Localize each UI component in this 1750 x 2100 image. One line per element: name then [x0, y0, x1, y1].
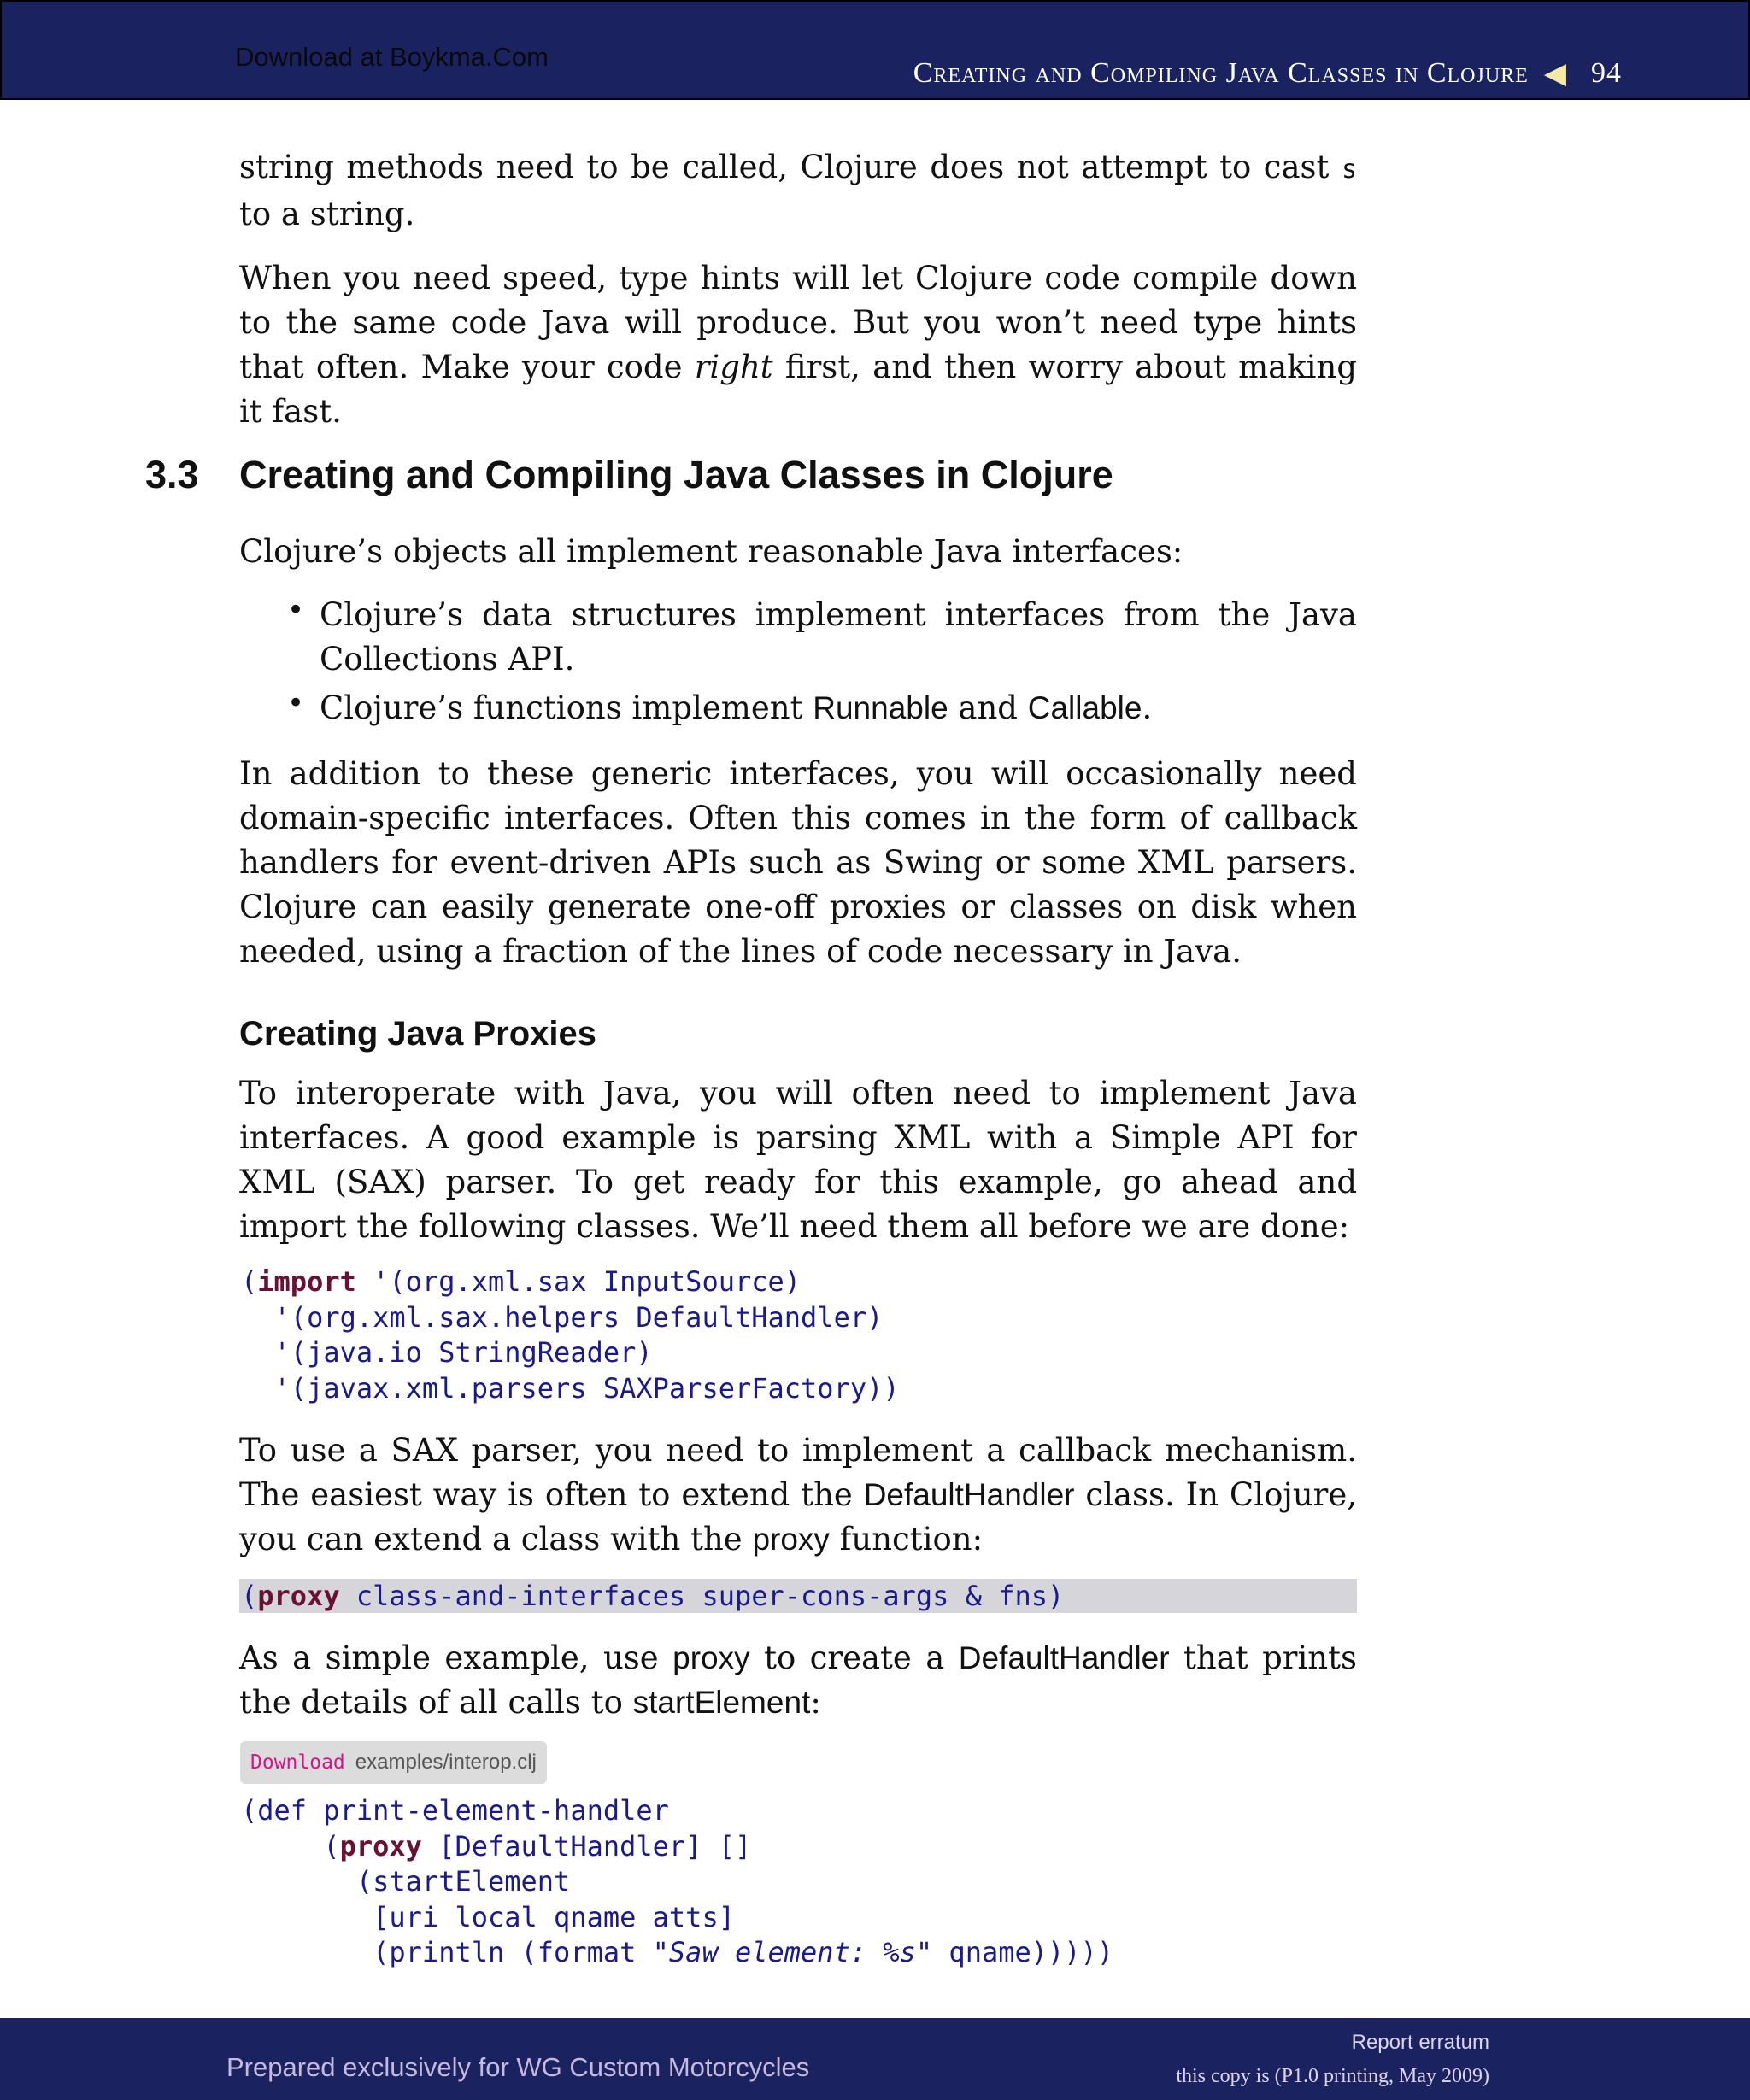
subsection-title: Creating Java Proxies: [239, 1015, 596, 1053]
text-span: first, and then worry about making it fast.: [239, 349, 1357, 430]
text-span: :: [810, 1684, 821, 1721]
paragraph-sax-parser: [239, 1428, 1357, 1562]
code-token: '(org.xml.sax InputSource): [355, 1265, 802, 1298]
code-keyword: proxy: [339, 1829, 422, 1862]
text-span: function:: [829, 1521, 984, 1557]
emphasis-right: right: [694, 349, 773, 385]
section-number: 3.3: [145, 453, 199, 496]
page-footer: [0, 2018, 1750, 2100]
paragraph-interfaces-intro: Clojure’s objects all implement reasonable Java interfaces:: [239, 533, 1183, 570]
copy-info: this copy is (P1.0 printing, May 2009): [1176, 2065, 1489, 2087]
code-token: qname))))): [932, 1936, 1114, 1968]
code-token: (: [241, 1580, 258, 1612]
text-span: and: [948, 689, 1028, 726]
code-line: '(java.io StringReader): [241, 1336, 653, 1369]
paragraph-type-hints: [239, 256, 1357, 434]
bullet-icon: •: [287, 593, 305, 627]
text-span: As a simple example, use: [239, 1640, 673, 1676]
code-keyword: import: [257, 1265, 356, 1298]
paragraph-simple-example: [239, 1636, 1357, 1725]
code-block-import: [241, 1264, 900, 1406]
code-token: (: [241, 1265, 258, 1298]
bullet-data-structures: Clojure’s data structures implement interfaces from the Java Collections API.: [320, 596, 1357, 678]
class-name-default-handler: DefaultHandler: [863, 1477, 1075, 1512]
page-number: 94: [1591, 57, 1622, 89]
class-name-runnable: Runnable: [813, 690, 948, 725]
page-header: [0, 0, 1750, 100]
back-arrow-icon[interactable]: ◀: [1543, 58, 1567, 90]
download-banner: Download at Boykma.Com: [235, 42, 549, 72]
text-span: To use a SAX parser, you need to implement a callback mechanism. The easiest way is often to extend the: [239, 1432, 1357, 1513]
download-link[interactable]: Download: [250, 1751, 345, 1774]
code-line: (def print-element-handler: [241, 1794, 669, 1827]
inline-code-s: s: [1341, 155, 1357, 185]
bullet-functions: [320, 686, 1357, 730]
method-name-start-element: startElement: [632, 1685, 811, 1720]
running-head: [913, 56, 1622, 91]
download-tag: [240, 1741, 547, 1784]
paragraph-domain-interfaces: In addition to these generic interfaces, you will occasionally need domain-specific interfaces. Often this comes in the form of callback handlers for event-driven APIs such as Swing or some XML parsers. Clojure can easily generate one-off proxies or classes on disk when needed, using a fraction of the lines of code necessary in Java.: [239, 755, 1357, 970]
text-span: string methods need to be called, Clojure does not attempt to cast: [239, 149, 1342, 185]
code-line: '(javax.xml.parsers SAXParserFactory)): [241, 1371, 900, 1405]
class-name-callable: Callable: [1027, 690, 1142, 725]
text-span: .: [1142, 689, 1153, 726]
function-name-proxy: proxy: [752, 1522, 830, 1557]
code-keyword: proxy: [257, 1580, 340, 1612]
code-block-handler: [241, 1793, 1113, 1971]
code-proxy-signature: [239, 1579, 1357, 1613]
text-span: to create a: [749, 1640, 959, 1676]
code-line: (startElement: [241, 1865, 571, 1898]
running-title: Creating and Compiling Java Classes in Clojure: [913, 57, 1529, 89]
code-token: (: [241, 1829, 340, 1862]
text-span: that prints the details of all calls to: [239, 1640, 1357, 1721]
class-name-default-handler: DefaultHandler: [958, 1640, 1170, 1675]
text-span: When you need speed, type hints will let Clojure code compile down to the same code Java will produce. But you won’t need type hints that often. Make your code: [239, 260, 1357, 385]
report-erratum-link[interactable]: Report erratum: [1351, 2031, 1489, 2054]
code-line: '(org.xml.sax.helpers DefaultHandler): [241, 1300, 884, 1334]
text-span: class. In Clojure, you can extend a class with the: [239, 1476, 1357, 1557]
section-title: Creating and Compiling Java Classes in Clojure: [239, 453, 1113, 496]
paragraph-string-methods: [239, 145, 1357, 237]
code-token: class-and-interfaces super-cons-args & fns): [339, 1580, 1065, 1612]
paragraph-interoperate: To interoperate with Java, you will often need to implement Java interfaces. A good example is parsing XML with a Simple API for XML (SAX) parser. To get ready for this example, go ahead and import the following classes. We’ll need them all before we are done:: [239, 1075, 1357, 1245]
prepared-for-notice: Prepared exclusively for WG Custom Motorcycles: [226, 2052, 810, 2082]
text-span: to a string.: [239, 196, 415, 232]
code-string: "Saw element: %s": [652, 1936, 933, 1968]
code-line: [uri local qname atts]: [241, 1900, 735, 1933]
code-token: [DefaultHandler] []: [421, 1829, 752, 1862]
download-file-path: examples/interop.clj: [355, 1751, 537, 1774]
code-token: (println (format: [241, 1936, 653, 1968]
text-span: Clojure’s functions implement: [320, 689, 813, 726]
function-name-proxy: proxy: [672, 1640, 750, 1675]
bullet-icon: •: [287, 686, 305, 720]
